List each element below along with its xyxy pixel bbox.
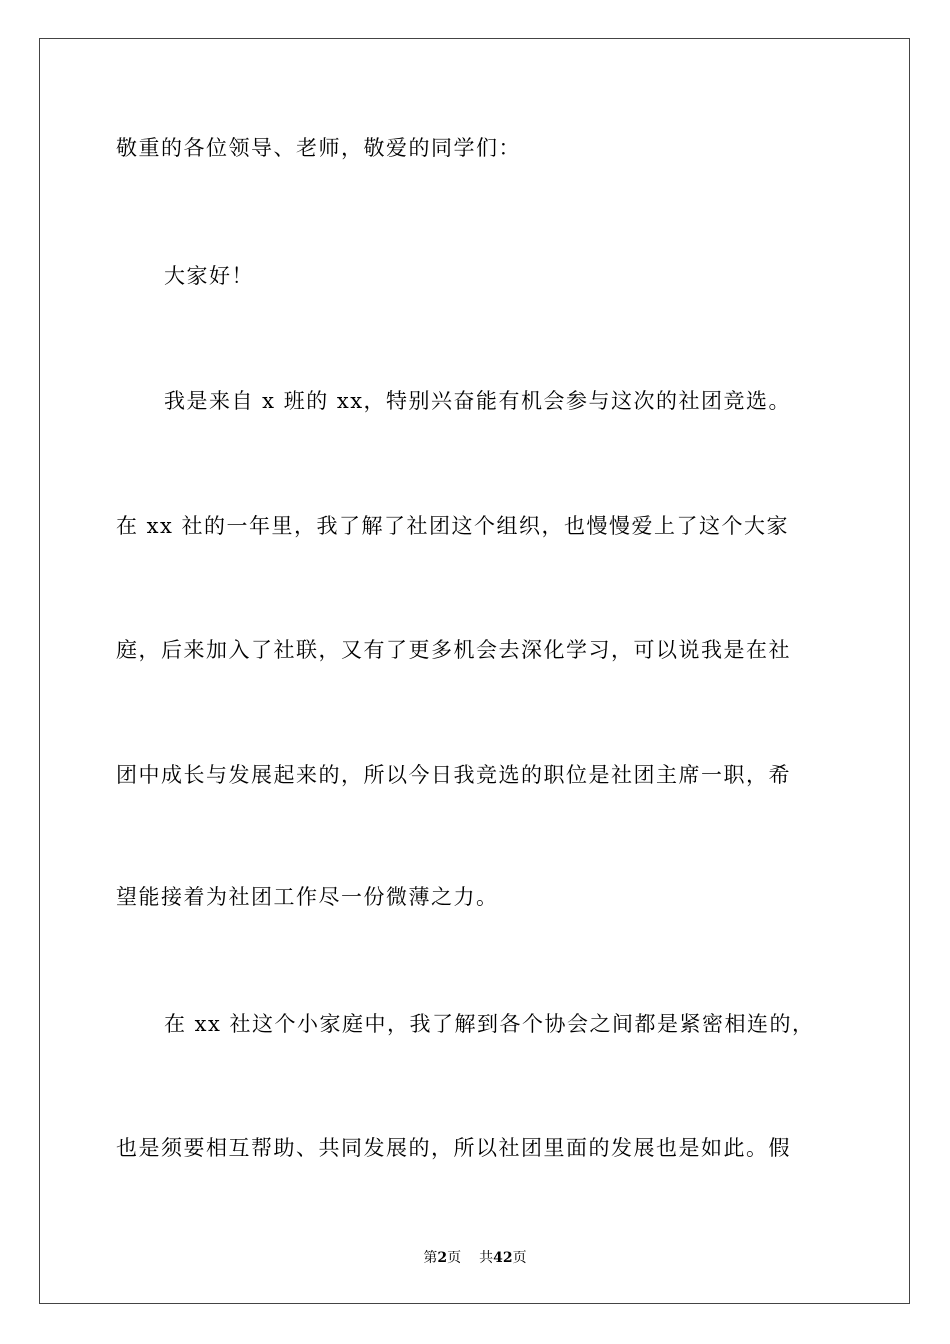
greeting-line: 大家好！ — [164, 264, 254, 288]
page-prefix: 第 — [423, 1250, 438, 1266]
total-prefix: 共 — [479, 1250, 494, 1266]
body-line-7: 也是须要相互帮助、共同发展的，所以社团里面的发展也是如此。假 — [116, 1136, 791, 1160]
page-number: 2 — [437, 1250, 448, 1266]
page-suffix: 页 — [447, 1250, 462, 1266]
body-line-4: 团中成长与发展起来的，所以今日我竞选的职位是社团主席一职，希 — [116, 763, 791, 787]
page-frame — [39, 38, 910, 1304]
body-line-5: 望能接着为社团工作尽一份微薄之力。 — [116, 885, 499, 909]
salutation-line: 敬重的各位领导、老师，敬爱的同学们： — [116, 136, 521, 160]
body-line-2: 在 xx 社的一年里，我了解了社团这个组织，也慢慢爱上了这个大家 — [116, 514, 790, 538]
page-footer — [0, 1248, 950, 1268]
total-suffix: 页 — [512, 1250, 527, 1266]
body-line-1: 我是来自 x 班的 xx，特别兴奋能有机会参与这次的社团竞选。 — [164, 389, 792, 413]
total-pages: 42 — [493, 1250, 513, 1266]
body-line-6: 在 xx 社这个小家庭中，我了解到各个协会之间都是紧密相连的， — [164, 1012, 815, 1036]
body-line-3: 庭，后来加入了社联，又有了更多机会去深化学习，可以说我是在社 — [116, 638, 791, 662]
